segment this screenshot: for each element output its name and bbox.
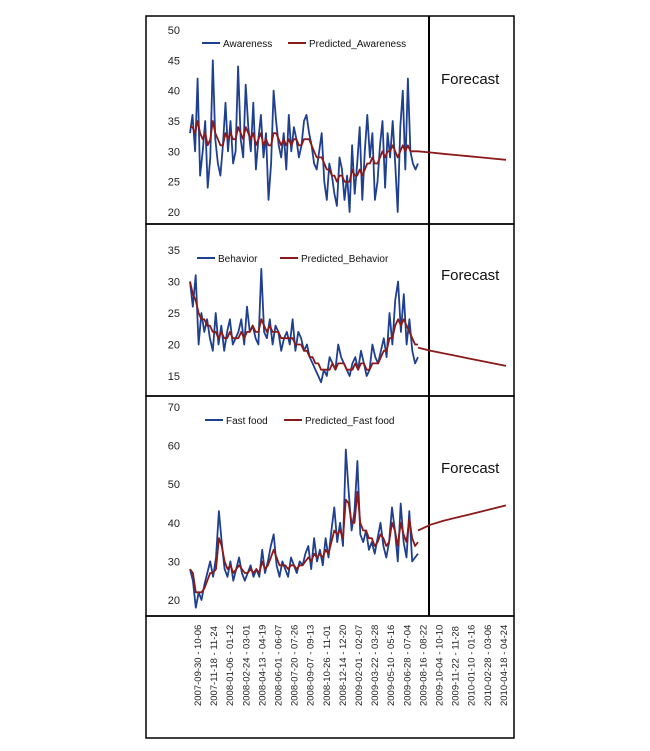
- x-tick-label: 2009-11-22 - 11-28: [450, 626, 462, 706]
- forecast-label-3: Forecast: [441, 460, 500, 477]
- panel-3-frame: [146, 396, 514, 616]
- y-tick-label: 30: [167, 146, 180, 159]
- forecast-label-2: Forecast: [441, 267, 500, 284]
- y-tick-label: 45: [167, 55, 180, 68]
- x-tick-label: 2008-01-06 - 01-12: [225, 624, 237, 706]
- y-tick-label: 50: [167, 479, 180, 492]
- x-tick-label: 2008-06-01 - 06-07: [273, 624, 285, 706]
- y-tick-label: 20: [167, 339, 180, 352]
- y-tick-label: 20: [167, 595, 180, 607]
- y-tick-label: 40: [167, 85, 180, 98]
- x-tick-label: 2008-07-20 - 07-26: [289, 624, 301, 706]
- forecast-label-1: Forecast: [441, 71, 500, 88]
- x-tick-label: 2009-05-10 - 05-16: [386, 624, 398, 706]
- x-tick-label: 2009-02-01 - 02-07: [354, 624, 365, 706]
- x-tick-label: 2007-09-30 - 10-06: [193, 624, 204, 706]
- series-line-observed: [190, 450, 418, 608]
- y-tick-label: 30: [167, 556, 180, 569]
- x-tick-label: 2009-10-04 - 10-10: [434, 624, 446, 706]
- legend-2: [197, 254, 389, 265]
- y-tick-label: 35: [167, 116, 180, 128]
- series-line-forecast: [418, 505, 506, 530]
- y-tick-label: 50: [167, 25, 180, 37]
- x-tick-label: 2010-01-10 - 01-16: [466, 624, 478, 706]
- series-line-forecast: [418, 151, 506, 160]
- x-tick-label: 2010-02-28 - 03-06: [482, 624, 494, 706]
- y-tick-label: 30: [167, 276, 180, 289]
- chart-marks: [168, 25, 510, 706]
- y-tick-label: 25: [167, 176, 180, 189]
- y-tick-label: 15: [167, 371, 180, 383]
- x-tick-label: 2010-04-18 - 04-24: [498, 624, 510, 706]
- x-tick-label: 2008-10-26 - 11-01: [321, 625, 333, 706]
- y-tick-label: 25: [167, 308, 180, 320]
- y-tick-label: 35: [167, 245, 180, 257]
- x-tick-label: 2008-02-24 - 03-01: [241, 624, 253, 706]
- legend-predicted-fastfood-label: Predicted_Fast food: [305, 416, 395, 427]
- legend-1: [202, 39, 406, 50]
- legend-behavior-label: Behavior: [218, 254, 258, 265]
- series-line-predicted: [190, 282, 418, 370]
- legend-3: [205, 416, 395, 427]
- y-tick-label: 20: [167, 207, 180, 219]
- series-line-observed: [190, 269, 418, 382]
- legend-predicted-behavior-label: Predicted_Behavior: [301, 254, 389, 265]
- x-tick-label: 2009-03-22 - 03-28: [370, 624, 382, 706]
- x-tick-label: 2007-11-18 - 11-24: [209, 626, 221, 706]
- y-tick-label: 60: [167, 440, 180, 453]
- legend-fastfood-label: Fast food: [226, 416, 268, 427]
- y-tick-label: 70: [167, 402, 180, 414]
- x-tick-label: 2008-04-13 - 04-19: [257, 624, 269, 706]
- x-tick-label: 2008-12-14 - 12-20: [337, 624, 349, 706]
- x-tick-label: 2009-06-28 - 07-04: [402, 624, 414, 706]
- x-tick-label: 2008-09-07 - 09-13: [305, 624, 317, 706]
- series-line-forecast: [418, 348, 506, 366]
- y-tick-label: 40: [167, 517, 180, 530]
- legend-awareness-label: Awareness: [223, 39, 273, 50]
- x-tick-label: 2009-08-16 - 08-22: [418, 624, 430, 706]
- legend-predicted-awareness-label: Predicted_Awareness: [309, 39, 407, 50]
